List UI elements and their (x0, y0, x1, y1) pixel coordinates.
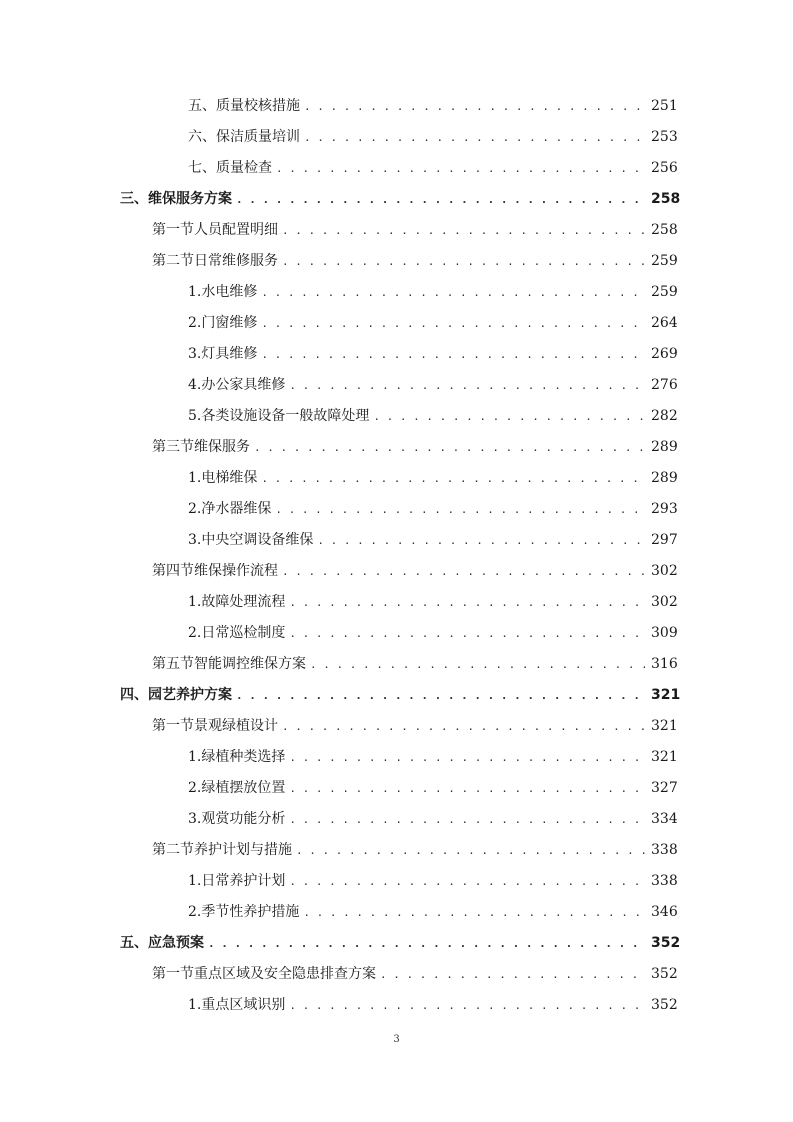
toc-entry-page: 258 (651, 191, 681, 207)
toc-entry-item[interactable] (188, 870, 678, 892)
toc-entry-section[interactable] (152, 250, 678, 272)
toc-entry-title: 重点区域及安全隐患排查方案 (194, 966, 376, 982)
toc-entry-item[interactable] (188, 157, 678, 179)
toc-entry-number: 五、 (120, 935, 148, 951)
toc-entry-number: 第二节 (152, 842, 194, 858)
toc-entry-title: 季节性养护措施 (201, 904, 300, 920)
toc-dot-leader (289, 995, 645, 1017)
toc-dot-leader (261, 344, 645, 366)
toc-entry-title: 保洁质量培训 (216, 129, 300, 145)
toc-entry-title: 智能调控维保方案 (194, 656, 306, 672)
toc-entry-number: 七、 (188, 160, 216, 176)
toc-entry-page: 327 (651, 780, 678, 796)
toc-entry-item[interactable] (188, 467, 678, 489)
toc-dot-leader (261, 282, 645, 304)
toc-entry-number: 2. (188, 904, 202, 920)
toc-entry-number: 1. (188, 470, 202, 486)
toc-entry-page: 334 (651, 811, 678, 827)
toc-entry-chapter[interactable] (120, 188, 681, 210)
toc-entry-number: 四、 (120, 687, 148, 703)
toc-entry-title: 电梯维保 (201, 470, 258, 486)
toc-entry-number: 第一节 (152, 718, 194, 734)
toc-dot-leader (276, 158, 645, 180)
toc-entry-page: 276 (651, 377, 678, 393)
toc-dot-leader (303, 902, 645, 924)
toc-dot-leader (310, 654, 645, 676)
toc-entry-number: 六、 (188, 129, 216, 145)
toc-entry-item[interactable] (188, 374, 678, 396)
toc-dot-leader (304, 127, 645, 149)
toc-entry-page: 256 (651, 160, 678, 176)
toc-entry-page: 321 (651, 687, 681, 703)
toc-entry-chapter[interactable] (120, 932, 681, 954)
toc-entry-page: 253 (651, 129, 678, 145)
toc-entry-page: 282 (651, 408, 678, 424)
toc-entry-title: 园艺养护方案 (148, 687, 232, 703)
toc-entry-section[interactable] (152, 653, 678, 675)
toc-entry-page: 297 (651, 532, 678, 548)
toc-dot-leader (289, 747, 645, 769)
toc-entry-number: 1. (188, 873, 202, 889)
toc-entry-section[interactable] (152, 436, 678, 458)
toc-entry-title: 重点区域识别 (201, 997, 286, 1013)
toc-entry-item[interactable] (188, 808, 678, 830)
toc-entry-title: 日常维修服务 (194, 253, 278, 269)
toc-entry-title: 门窗维修 (201, 315, 258, 331)
toc-entry-item[interactable] (188, 622, 678, 644)
toc-dot-leader (289, 871, 645, 893)
toc-entry-number: 第四节 (152, 563, 194, 579)
toc-entry-number: 五、 (188, 98, 216, 114)
toc-entry-item[interactable] (188, 343, 678, 365)
toc-entry-page: 258 (651, 222, 678, 238)
toc-entry-title: 景观绿植设计 (194, 718, 278, 734)
toc-entry-title: 灯具维修 (201, 346, 258, 362)
toc-entry-title: 日常巡检制度 (201, 625, 286, 641)
toc-dot-leader (254, 437, 645, 459)
toc-dot-leader (380, 964, 645, 986)
toc-dot-leader (289, 809, 645, 831)
toc-entry-item[interactable] (188, 901, 678, 923)
toc-entry-item[interactable] (188, 95, 678, 117)
toc-entry-title: 应急预案 (148, 935, 204, 951)
toc-entry-title: 水电维修 (201, 284, 258, 300)
toc-dot-leader (261, 313, 645, 335)
toc-entry-number: 第一节 (152, 222, 194, 238)
toc-entry-title: 日常养护计划 (201, 873, 286, 889)
toc-dot-leader (304, 96, 645, 118)
toc-entry-title: 办公家具维修 (201, 377, 286, 393)
toc-entry-page: 302 (651, 594, 678, 610)
toc-entry-number: 第三节 (152, 439, 194, 455)
toc-entry-item[interactable] (188, 312, 678, 334)
toc-dot-leader (282, 716, 645, 738)
toc-entry-number: 1. (188, 997, 202, 1013)
toc-entry-number: 1. (188, 284, 202, 300)
toc-entry-number: 2. (188, 780, 202, 796)
toc-entry-title: 养护计划与措施 (194, 842, 292, 858)
toc-entry-item[interactable] (188, 405, 678, 427)
toc-entry-number: 3. (188, 532, 202, 548)
toc-dot-leader (289, 375, 645, 397)
toc-entry-section[interactable] (152, 219, 678, 241)
toc-entry-page: 259 (651, 253, 678, 269)
toc-entry-number: 2. (188, 501, 202, 517)
toc-entry-number: 1. (188, 594, 202, 610)
toc-entry-page: 289 (651, 470, 678, 486)
toc-dot-leader (208, 933, 645, 955)
toc-entry-item[interactable] (188, 126, 678, 148)
toc-entry-item[interactable] (188, 746, 678, 768)
toc-entry-number: 第二节 (152, 253, 194, 269)
toc-entry-page: 321 (651, 718, 678, 734)
toc-dot-leader (236, 685, 645, 707)
toc-entry-number: 5. (188, 408, 202, 424)
toc-dot-leader (261, 468, 645, 490)
toc-entry-page: 346 (651, 904, 678, 920)
toc-entry-page: 352 (651, 966, 678, 982)
toc-entry-title: 绿植种类选择 (201, 749, 286, 765)
toc-dot-leader (282, 561, 645, 583)
toc-dot-leader (282, 220, 645, 242)
toc-entry-title: 维保服务方案 (148, 191, 232, 207)
toc-dot-leader (282, 251, 645, 273)
toc-entry-title: 人员配置明细 (194, 222, 278, 238)
toc-entry-section[interactable] (152, 560, 678, 582)
toc-entry-page: 321 (651, 749, 678, 765)
toc-entry-page: 269 (651, 346, 678, 362)
toc-dot-leader (275, 499, 645, 521)
toc-entry-title: 质量检查 (216, 160, 272, 176)
toc-entry-page: 338 (651, 873, 678, 889)
toc-entry-title: 绿植摆放位置 (201, 780, 286, 796)
toc-entry-item[interactable] (188, 498, 678, 520)
toc-entry-number: 第一节 (152, 966, 194, 982)
toc-entry-item[interactable] (188, 777, 678, 799)
toc-dot-leader (236, 189, 645, 211)
toc-entry-page: 309 (651, 625, 678, 641)
toc-entry-item[interactable] (188, 281, 678, 303)
toc-entry-number: 3. (188, 811, 202, 827)
toc-entry-number: 4. (188, 377, 202, 393)
toc-entry-number: 3. (188, 346, 202, 362)
toc-entry-title: 维保操作流程 (194, 563, 278, 579)
toc-entry-chapter[interactable] (120, 684, 681, 706)
toc-entry-page: 302 (651, 563, 678, 579)
toc-dot-leader (373, 406, 645, 428)
toc-entry-item[interactable] (188, 529, 678, 551)
toc-dot-leader (296, 840, 645, 862)
toc-entry-title: 故障处理流程 (201, 594, 286, 610)
toc-entry-number: 2. (188, 625, 202, 641)
toc-entry-number: 1. (188, 749, 202, 765)
toc-entry-page: 293 (651, 501, 678, 517)
toc-entry-item[interactable] (188, 591, 678, 613)
toc-dot-leader (317, 530, 645, 552)
toc-entry-number: 第五节 (152, 656, 194, 672)
toc-entry-title: 维保服务 (194, 439, 250, 455)
toc-entry-number: 2. (188, 315, 202, 331)
toc-entry-title: 各类设施设备一般故障处理 (201, 408, 370, 424)
toc-dot-leader (289, 592, 645, 614)
toc-entry-section[interactable] (152, 839, 678, 861)
toc-entry-title: 中央空调设备维保 (201, 532, 314, 548)
toc-entry-page: 338 (651, 842, 678, 858)
toc-entry-page: 259 (651, 284, 678, 300)
toc-entry-page: 264 (651, 315, 678, 331)
toc-dot-leader (289, 778, 645, 800)
page-number: 3 (393, 1034, 400, 1045)
toc-entry-section[interactable] (152, 963, 678, 985)
toc-entry-page: 251 (651, 98, 678, 114)
toc-entry-number: 三、 (120, 191, 148, 207)
toc-entry-section[interactable] (152, 715, 678, 737)
toc-entry-title: 质量校核措施 (216, 98, 300, 114)
toc-entry-page: 316 (651, 656, 678, 672)
toc-entry-item[interactable] (188, 994, 678, 1016)
toc-entry-title: 净水器维保 (201, 501, 272, 517)
toc-entry-page: 289 (651, 439, 678, 455)
toc-dot-leader (289, 623, 645, 645)
toc-entry-title: 观赏功能分析 (201, 811, 286, 827)
toc-entry-page: 352 (651, 997, 678, 1013)
toc-entry-page: 352 (651, 935, 681, 951)
